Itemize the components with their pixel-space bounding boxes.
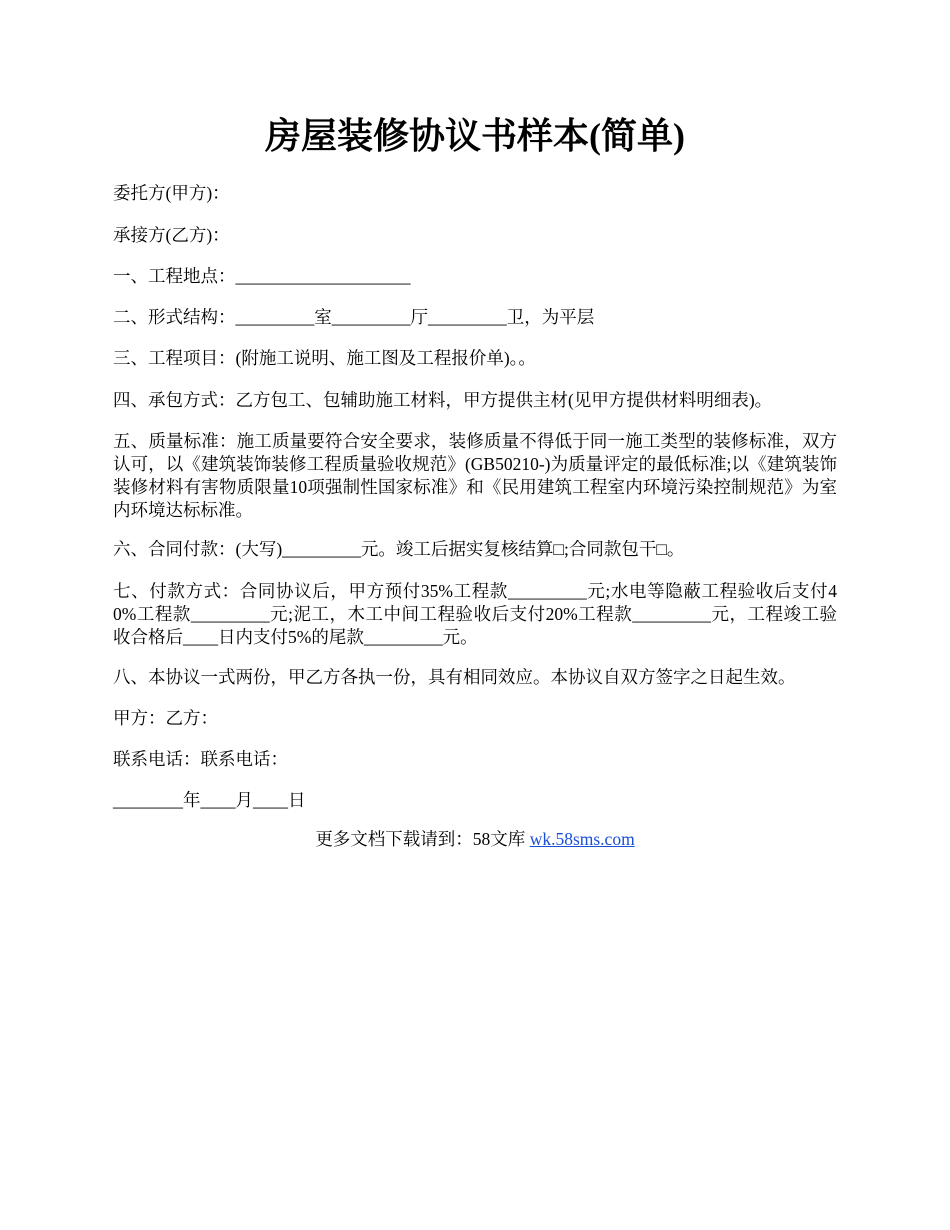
download-footer [113,828,837,851]
party-a-line: 委托方(甲方)： [113,183,230,203]
document-title: 房屋装修协议书样本(简单) [265,116,685,156]
clause-3-project: 三、工程项目：(附施工说明、施工图及工程报价单)。。 [113,348,536,368]
date-line: ________年____月____日 [113,790,306,810]
clause-1-location: 一、工程地点：____________________ [113,266,411,286]
clause-2-structure: 二、形式结构：_________室_________厅_________卫，为平层 [113,307,595,327]
clause-4-contracting: 四、承包方式：乙方包工、包辅助施工材料，甲方提供主材(见甲方提供材料明细表)。 [113,390,773,410]
clause-8-effect: 八、本协议一式两份，甲乙方各执一份，具有相同效应。本协议自双方签字之日起生效。 [113,667,796,687]
contact-phones: 联系电话：联系电话： [113,749,288,769]
footer-link[interactable]: wk.58sms.com [529,829,635,849]
footer-text: 更多文档下载请到：58文库 [315,829,530,849]
clause-7-payment-method: 七、付款方式：合同协议后，甲方预付35%工程款_________元;水电等隐蔽工程验收后支付40%工程款_________元;泥工，木工中间工程验收后支付20%工程款_________元，工程竣工验收合格后____日内支付5%的尾款_________元。 [113,581,837,647]
clause-6-payment: 六、合同付款：(大写)_________元。竣工后据实复核结算□;合同款包干□。 [113,539,685,559]
clause-5-quality: 五、质量标准：施工质量要符合安全要求，装修质量不得低于同一施工类型的装修标准，双方认可，以《建筑装饰装修工程质量验收规范》(GB50210-)为质量评定的最低标准;以《建筑装饰装修材料有害物质限量10项强制性国家标准》和《民用建筑工程室内环境污染控制规范》为室内环境达标标准。 [113,431,837,520]
signature-parties: 甲方：乙方： [113,708,218,728]
party-b-line: 承接方(乙方)： [113,225,230,245]
